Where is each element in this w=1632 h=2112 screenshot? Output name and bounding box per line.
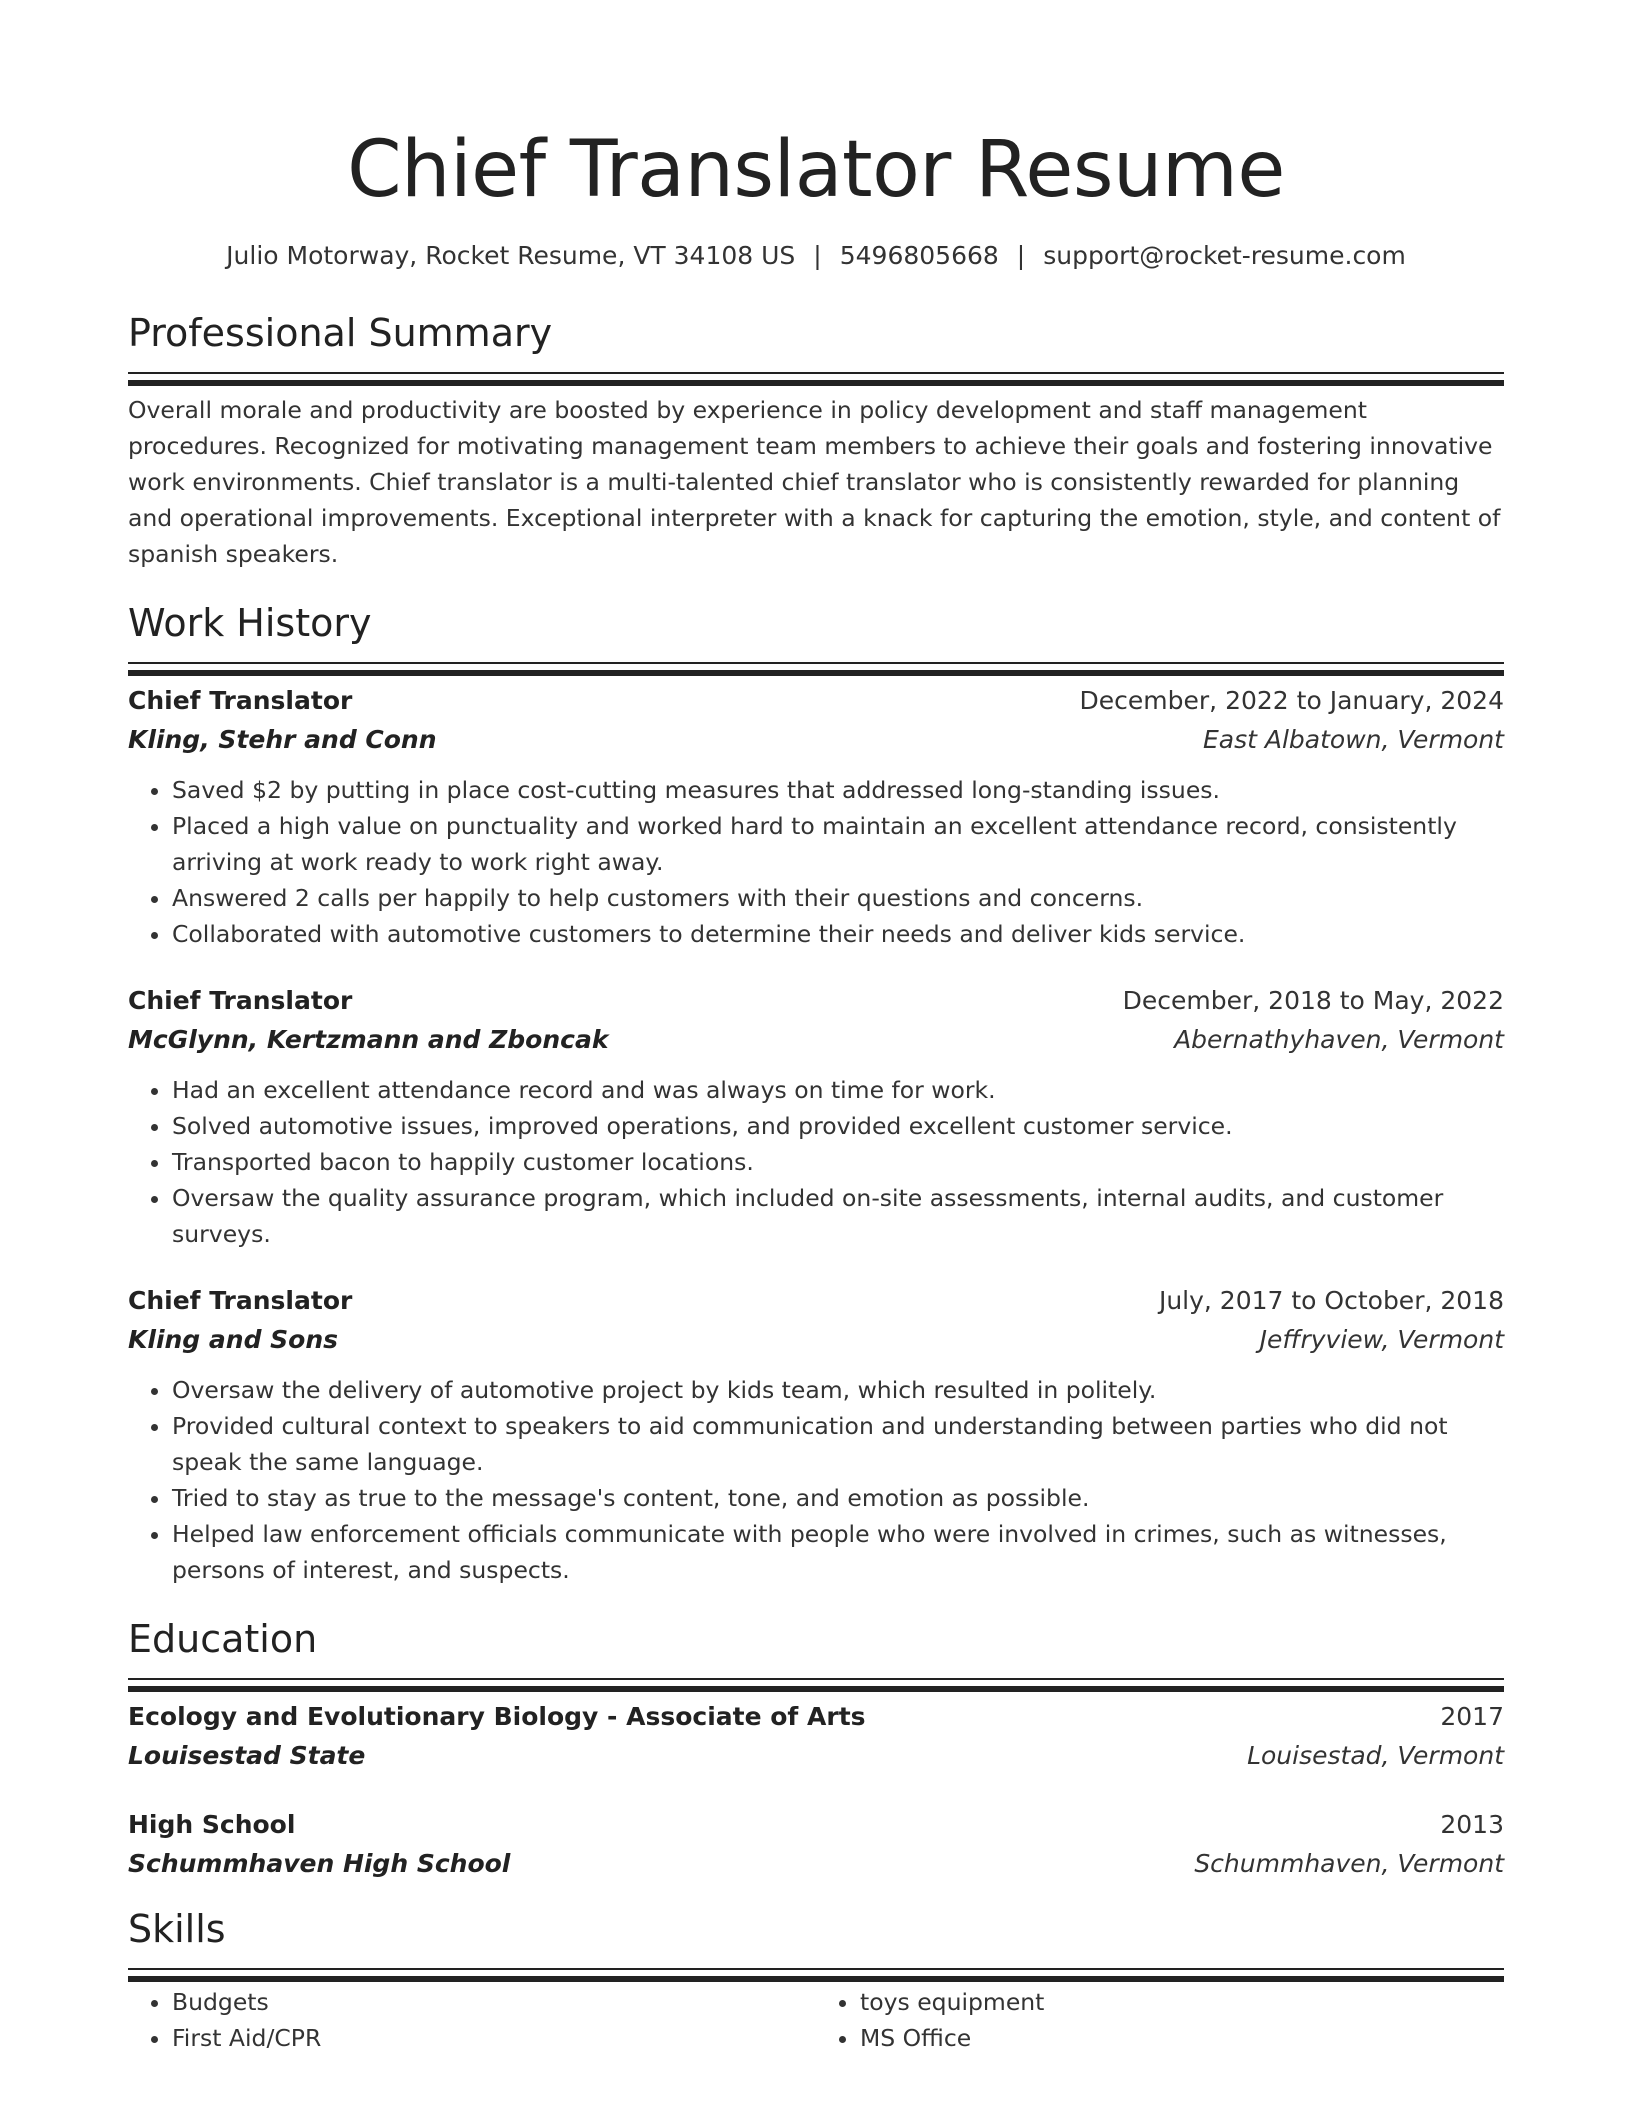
- job-title: Chief Translator: [128, 686, 353, 715]
- education-degree: High School: [128, 1810, 296, 1839]
- contact-address: Julio Motorway, Rocket Resume, VT 34108 US: [226, 241, 796, 270]
- education-school: Schummhaven High School: [128, 1849, 511, 1878]
- job-entry: [128, 1282, 1504, 1588]
- section-divider: [128, 1968, 1504, 1970]
- job-bullets: [128, 1072, 1504, 1252]
- skill-item: • toys equipment: [860, 1984, 1504, 2020]
- skill-item: • Budgets: [172, 1984, 816, 2020]
- job-company: McGlynn, Kertzmann and Zboncak: [128, 1025, 609, 1054]
- education-school: Louisestad State: [128, 1741, 366, 1770]
- job-bullet: • Saved $2 by putting in place cost-cutting measures that addressed long-standing issues.: [172, 772, 1504, 808]
- job-location: Jeffryview, Vermont: [1259, 1325, 1504, 1354]
- job-bullet: • Oversaw the delivery of automotive project by kids team, which resulted in politely.: [172, 1372, 1504, 1408]
- contact-phone: 5496805668: [839, 241, 999, 270]
- work-history-section: [128, 598, 1504, 1588]
- job-title: Chief Translator: [128, 986, 353, 1015]
- job-dates: December, 2022 to January, 2024: [1079, 686, 1504, 715]
- skills-column-left: [128, 1984, 816, 2056]
- job-bullet: • Provided cultural context to speakers to aid communication and understanding between parties who did not speak the same language.: [172, 1408, 1504, 1480]
- section-divider: [128, 372, 1504, 374]
- job-dates: July, 2017 to October, 2018: [1158, 1286, 1504, 1315]
- job-location: Abernathyhaven, Vermont: [1174, 1025, 1504, 1054]
- resume-page: [128, 120, 1504, 2056]
- job-company: Kling and Sons: [128, 1325, 339, 1354]
- job-bullet: • Oversaw the quality assurance program, which included on-site assessments, internal audits, and customer surveys.: [172, 1180, 1504, 1252]
- contact-separator: |: [1016, 241, 1026, 270]
- job-bullet: • Transported bacon to happily customer locations.: [172, 1144, 1504, 1180]
- education-heading: Education: [128, 1617, 318, 1661]
- job-company: Kling, Stehr and Conn: [128, 725, 437, 754]
- education-degree: Ecology and Evolutionary Biology - Associate of Arts: [128, 1702, 866, 1731]
- job-bullet: • Placed a high value on punctuality and worked hard to maintain an excellent attendance record, consistently arriving at work ready to work right away.: [172, 808, 1504, 880]
- job-bullet: • Helped law enforcement officials communicate with people who were involved in crimes, such as witnesses, persons of interest, and suspects.: [172, 1516, 1504, 1588]
- job-bullets: [128, 1372, 1504, 1588]
- job-dates: December, 2018 to May, 2022: [1122, 986, 1504, 1015]
- resume-title: Chief Translator Resume: [347, 125, 1285, 215]
- education-section: [128, 1614, 1504, 1884]
- section-divider: [128, 662, 1504, 664]
- job-bullet: • Collaborated with automotive customers to determine their needs and deliver kids service.: [172, 916, 1504, 952]
- summary-text: Overall morale and productivity are boosted by experience in policy development and staff management procedures. Recognized for motivating management team members to achieve their goals and fostering innovative work environments. Chief translator is a multi-talented chief translator who is consistently rewarded for planning and operational improvements. Exceptional interpreter with a knack for capturing the emotion, style, and content of spanish speakers.: [128, 396, 1501, 568]
- education-location: Louisestad, Vermont: [1247, 1741, 1504, 1770]
- job-bullet: • Solved automotive issues, improved operations, and provided excellent customer service.: [172, 1108, 1504, 1144]
- education-entry: [128, 1698, 1504, 1776]
- work-history-heading: Work History: [128, 601, 372, 645]
- skills-list: [128, 1984, 1504, 2056]
- education-year: 2013: [1440, 1810, 1504, 1839]
- skills-column-right: [816, 1984, 1504, 2056]
- summary-section: [128, 308, 1504, 572]
- job-title: Chief Translator: [128, 1286, 353, 1315]
- education-entry: [128, 1806, 1504, 1884]
- education-location: Schummhaven, Vermont: [1194, 1849, 1504, 1878]
- skills-heading: Skills: [128, 1907, 226, 1951]
- job-bullet: • Tried to stay as true to the message's content, tone, and emotion as possible.: [172, 1480, 1504, 1516]
- contact-line: [128, 238, 1504, 274]
- skill-item: • First Aid/CPR: [172, 2020, 816, 2056]
- skill-item: • MS Office: [860, 2020, 1504, 2056]
- skills-section: [128, 1904, 1504, 2056]
- job-bullets: [128, 772, 1504, 952]
- job-entry: [128, 682, 1504, 952]
- section-divider: [128, 1678, 1504, 1680]
- summary-heading: Professional Summary: [128, 311, 553, 355]
- job-entry: [128, 982, 1504, 1252]
- job-location: East Albatown, Vermont: [1202, 725, 1504, 754]
- education-year: 2017: [1440, 1702, 1504, 1731]
- contact-email: support@rocket-resume.com: [1043, 241, 1406, 270]
- contact-separator: |: [813, 241, 822, 270]
- job-bullet: • Answered 2 calls per happily to help customers with their questions and concerns.: [172, 880, 1504, 916]
- job-bullet: • Had an excellent attendance record and was always on time for work.: [172, 1072, 1504, 1108]
